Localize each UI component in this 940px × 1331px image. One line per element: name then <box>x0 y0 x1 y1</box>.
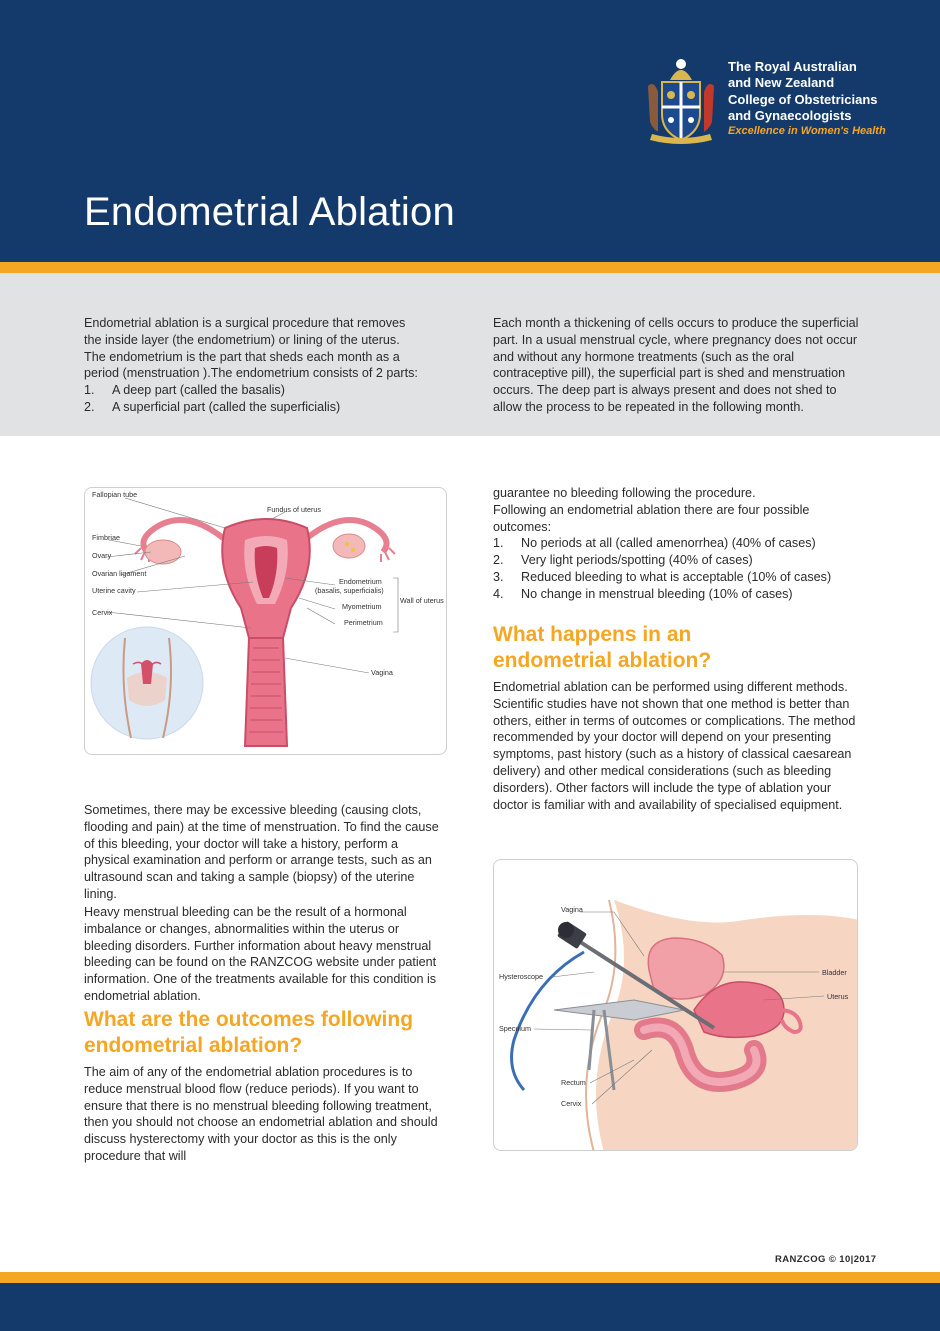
heading-outcomes: What are the outcomes following endometrial ablation? <box>84 1008 414 1057</box>
label-fimbriae: Fimbriae <box>92 533 120 542</box>
intro-left <box>84 315 424 416</box>
intro-paragraph: Endometrial ablation is a surgical procedure that removes the inside layer (the endometrium) or lining of the uterus. The endometrium is the part that sheds each month as a period (menstruation ).The endometrium consists of 2 parts: <box>84 316 418 381</box>
left-paragraph-bleeding <box>84 802 446 903</box>
list-text: No periods at all (called amenorrhea) (40% of cases) <box>521 536 816 551</box>
label-endometrium-sub: (basalis, superficialis) <box>315 586 384 595</box>
procedure-figure <box>493 859 858 1151</box>
list-item <box>493 586 861 603</box>
college-name-line: College of Obstetricians <box>728 91 878 107</box>
label-cervix: Cervix <box>561 1099 582 1108</box>
heading-what-happens: What happens in an endometrial ablation? <box>493 623 712 672</box>
label-cervix: Cervix <box>92 608 113 617</box>
list-text: Reduced bleeding to what is acceptable (10% of cases) <box>521 569 832 584</box>
uterus-illustration <box>85 488 447 755</box>
paragraph: guarantee no bleeding following the procedure. <box>493 486 756 500</box>
list-item <box>493 535 861 552</box>
college-tagline: Excellence in Women's Health <box>728 125 886 138</box>
list-text: A superficial part (called the superficialis) <box>112 399 341 414</box>
footer-copyright: RANZCOG © 10|2017 <box>775 1254 877 1265</box>
label-bladder: Bladder <box>822 968 847 977</box>
list-number: 3. <box>493 569 504 584</box>
college-name-line: and Gynaecologists <box>728 107 852 123</box>
list-text: A deep part (called the basalis) <box>112 383 285 398</box>
label-speculum: Speculum <box>499 1024 531 1033</box>
label-ovarian-ligament: Ovarian ligament <box>92 569 147 578</box>
list-number: 1. <box>84 383 95 398</box>
list-item <box>84 382 424 399</box>
list-item <box>84 399 424 416</box>
paragraph: Sometimes, there may be excessive bleeding (causing clots, flooding and pain) at the time of menstruation. To find the cause of this bleeding, your doctor will take a history, perform a physical examination and perform or arrange tests, such as an ultrasound scan and taking a sample (biopsy) of the uterine lining. <box>84 803 439 901</box>
label-ovary: Ovary <box>92 551 112 560</box>
list-item <box>493 552 861 569</box>
list-text: Very light periods/spotting (40% of cases) <box>521 553 753 568</box>
label-perimetrium: Perimetrium <box>344 618 383 627</box>
hysteroscopy-illustration <box>494 860 858 1151</box>
label-uterus: Uterus <box>827 992 849 1001</box>
right-outcomes-block <box>493 485 861 603</box>
paragraph: Following an endometrial ablation there are four possible outcomes: <box>493 502 810 534</box>
label-myometrium: Myometrium <box>342 602 382 611</box>
paragraph: The aim of any of the endometrial ablation procedures is to reduce menstrual blood flow (reduce periods). If you want to ensure that there is no menstrual bleeding following treatment, then you should not choose an endometrial ablation and should discuss hysterectomy with your doctor as this is the only procedure that will <box>84 1065 438 1163</box>
college-name-line: The Royal Australian <box>728 59 857 74</box>
header-banner <box>0 0 940 262</box>
intro-paragraph: Each month a thickening of cells occurs to produce the superficial part. In a usual menstrual cycle, where pregnancy does not occur and without any hormone treatments (such as the oral contraceptive pill), the superficial part is shed and menstruation occurs. The deep part is always present and does not shed to allow the process to be repeated in the following month. <box>493 316 859 414</box>
label-hysteroscope: Hysteroscope <box>499 972 543 981</box>
page-title: Endometrial Ablation <box>84 190 455 234</box>
left-paragraph-aim <box>84 1064 446 1165</box>
left-paragraph-causes <box>84 904 446 1005</box>
list-number: 4. <box>493 586 504 601</box>
paragraph: Heavy menstrual bleeding can be the result of a hormonal imbalance or changes, abnormalities within the uterus or bleeding disorders. Further information about heavy menstrual bleeding can be found on the RANZCOG website under patient information. One of the treatments available for this condition is endometrial ablation. <box>84 905 437 1003</box>
right-paragraph-methods <box>493 679 863 813</box>
label-wall-of-uterus: Wall of uterus <box>400 596 444 605</box>
label-endometrium: Endometrium <box>339 577 382 586</box>
header-accent-stripe <box>0 262 940 273</box>
label-fallopian-tube: Fallopian tube <box>92 490 138 499</box>
list-item <box>493 569 861 586</box>
list-number: 2. <box>493 553 504 568</box>
paragraph: Endometrial ablation can be performed using different methods. Scientific studies have not shown that one method is better than others, either in terms of outcomes or complications. The method recommended by your doctor will depend on your presenting symptoms, past history (such as a history of classical caesarean delivery) and other medical considerations (such as bleeding disorders). Other factors will include the type of ablation your doctor is familiar with and availability of specialised equipment. <box>493 680 856 812</box>
label-uterine-cavity: Uterine cavity <box>92 586 136 595</box>
label-vagina: Vagina <box>371 668 393 677</box>
list-number: 2. <box>84 399 95 414</box>
list-text: No change in menstrual bleeding (10% of cases) <box>521 586 793 601</box>
label-rectum: Rectum <box>561 1078 586 1087</box>
footer-accent-stripe <box>0 1272 940 1283</box>
label-vagina: Vagina <box>561 905 583 914</box>
college-name <box>728 59 928 139</box>
list-number: 1. <box>493 536 504 551</box>
intro-right <box>493 315 861 416</box>
uterus-anatomy-figure <box>84 487 447 755</box>
college-crest-logo <box>642 52 720 148</box>
college-name-line: and New Zealand <box>728 75 835 91</box>
label-fundus: Fundus of uterus <box>267 505 321 514</box>
footer-bar <box>0 1283 940 1331</box>
